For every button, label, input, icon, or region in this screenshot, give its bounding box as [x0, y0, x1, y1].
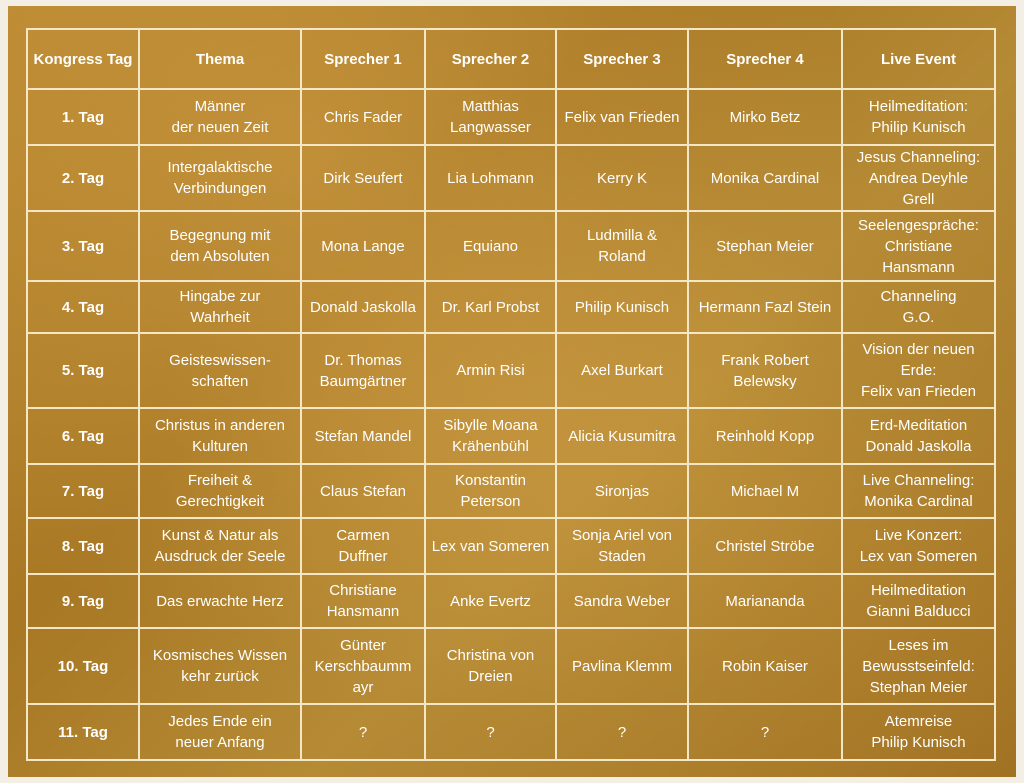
cell-sprecher-3: [556, 574, 688, 628]
cell-text: Dr. Thomas Baumgärtner: [319, 351, 407, 390]
cell-text: Axel Burkart: [581, 362, 663, 379]
cell-text: Kunst & Natur als Ausdruck der Seele: [154, 527, 286, 565]
cell-text: Hermann Fazl Stein: [698, 298, 832, 316]
header-thema: Thema: [139, 29, 301, 89]
cell-text: Sibylle Moana Krähenbühl: [443, 417, 538, 455]
cell-day: [27, 211, 139, 281]
cell-thema: [139, 704, 301, 760]
cell-text: Das erwachte Herz: [156, 592, 284, 610]
cell-live-event: [842, 333, 995, 408]
cell-text: 4. Tag: [61, 298, 105, 316]
cell-sprecher-3: [556, 145, 688, 211]
cell-text: Konstantin Peterson: [455, 472, 526, 510]
cell-text: Lex van Someren: [431, 537, 550, 555]
header-sprecher-2: Sprecher 2: [425, 29, 556, 89]
cell-live-event: [842, 704, 995, 760]
cell-text: 8. Tag: [61, 537, 105, 555]
cell-sprecher-2: [425, 281, 556, 333]
cell-day: [27, 574, 139, 628]
cell-thema: [139, 281, 301, 333]
cell-day: [27, 408, 139, 464]
cell-text: Erd-Meditation Donald Jaskolla: [865, 417, 972, 455]
header-sprecher-3: Sprecher 3: [556, 29, 688, 89]
cell-text: Armin Risi: [456, 362, 525, 379]
cell-text: Chris Fader: [323, 108, 403, 126]
schedule-panel: [8, 6, 1016, 777]
cell-text: Sandra Weber: [573, 592, 671, 610]
cell-day: [27, 333, 139, 408]
cell-text: Live Konzert: Lex van Someren: [859, 527, 978, 565]
table-row: [27, 518, 995, 574]
cell-text: Geisteswissen- schaften: [169, 351, 271, 390]
cell-day: [27, 704, 139, 760]
cell-live-event: [842, 211, 995, 281]
cell-text: Live Channeling: Monika Cardinal: [862, 472, 975, 510]
cell-text: Männer der neuen Zeit: [171, 98, 269, 136]
cell-day: [27, 281, 139, 333]
cell-text: Carmen Duffner: [336, 527, 390, 565]
cell-text: 9. Tag: [61, 592, 105, 610]
cell-sprecher-1: [301, 518, 425, 574]
cell-sprecher-1: [301, 281, 425, 333]
cell-text: 1. Tag: [61, 108, 105, 126]
header-kongress-tag: Kongress Tag: [27, 29, 139, 89]
cell-text: Leses im Bewusstseinfeld: Stephan Meier: [862, 636, 975, 696]
cell-text: Hingabe zur Wahrheit: [179, 288, 261, 326]
cell-text: Mona Lange: [321, 237, 405, 255]
cell-text: Christus in anderen Kulturen: [154, 417, 286, 455]
cell-text: Intergalaktische Verbindungen: [167, 159, 273, 197]
cell-day: [27, 628, 139, 704]
cell-text: Ludmilla & Roland: [586, 227, 658, 265]
cell-text: ?: [486, 723, 495, 741]
cell-sprecher-3: [556, 211, 688, 281]
cell-sprecher-4: [688, 408, 842, 464]
cell-sprecher-1: [301, 408, 425, 464]
table-row: [27, 574, 995, 628]
cell-sprecher-1: [301, 628, 425, 704]
cell-sprecher-4: [688, 628, 842, 704]
cell-text: Jedes Ende ein neuer Anfang: [168, 713, 272, 751]
cell-thema: [139, 628, 301, 704]
cell-sprecher-2: [425, 408, 556, 464]
table-row: [27, 211, 995, 281]
header-sprecher-4: Sprecher 4: [688, 29, 842, 89]
cell-sprecher-2: [425, 333, 556, 408]
cell-text: Equiano: [462, 237, 519, 255]
cell-live-event: [842, 518, 995, 574]
cell-sprecher-1: [301, 464, 425, 518]
cell-sprecher-4: [688, 333, 842, 408]
cell-text: ?: [358, 723, 368, 741]
cell-text: Stephan Meier: [716, 237, 814, 255]
cell-sprecher-1: [301, 145, 425, 211]
cell-text: Kosmisches Wissen kehr zurück: [152, 647, 288, 685]
cell-text: Felix van Frieden: [564, 108, 680, 126]
cell-text: Günter Kerschbaumm ayr: [314, 636, 412, 696]
cell-sprecher-4: [688, 145, 842, 211]
cell-sprecher-2: [425, 211, 556, 281]
cell-sprecher-2: [425, 704, 556, 760]
cell-sprecher-3: [556, 464, 688, 518]
cell-thema: [139, 333, 301, 408]
cell-thema: [139, 518, 301, 574]
cell-text: Claus Stefan: [320, 482, 406, 500]
cell-sprecher-4: [688, 281, 842, 333]
cell-sprecher-1: [301, 333, 425, 408]
table-row: [27, 145, 995, 211]
cell-text: Begegnung mit dem Absoluten: [169, 227, 271, 265]
cell-text: Matthias Langwasser: [450, 98, 531, 136]
cell-thema: [139, 211, 301, 281]
congress-schedule-table: [26, 28, 996, 761]
table-row: [27, 704, 995, 760]
cell-text: Vision der neuen Erde: Felix van Frieden: [860, 341, 977, 400]
cell-text: Philip Kunisch: [574, 298, 670, 316]
cell-text: Heilmeditation: Philip Kunisch: [868, 98, 969, 136]
cell-day: [27, 145, 139, 211]
cell-day: [27, 89, 139, 145]
cell-live-event: [842, 628, 995, 704]
table-row: [27, 281, 995, 333]
cell-text: 2. Tag: [61, 169, 105, 187]
cell-text: ?: [760, 723, 770, 741]
cell-live-event: [842, 574, 995, 628]
cell-sprecher-2: [425, 89, 556, 145]
cell-sprecher-1: [301, 704, 425, 760]
cell-text: Christiane Hansmann: [326, 582, 400, 620]
cell-text: Dirk Seufert: [323, 169, 403, 187]
cell-live-event: [842, 281, 995, 333]
cell-text: Mirko Betz: [729, 108, 801, 126]
cell-text: Anke Evertz: [450, 592, 531, 610]
table-row: [27, 464, 995, 518]
cell-text: 5. Tag: [61, 362, 105, 379]
cell-text: Christina von Dreien: [446, 647, 535, 685]
cell-text: Michael M: [730, 482, 800, 500]
table-row: [27, 89, 995, 145]
cell-text: Frank Robert Belewsky: [721, 351, 809, 390]
cell-sprecher-3: [556, 89, 688, 145]
cell-text: Atemreise Philip Kunisch: [871, 713, 966, 751]
cell-sprecher-2: [425, 574, 556, 628]
cell-text: Robin Kaiser: [722, 657, 808, 675]
header-row: [27, 29, 995, 89]
cell-text: 11. Tag: [58, 723, 108, 741]
cell-text: 10. Tag: [57, 657, 109, 675]
cell-live-event: [842, 464, 995, 518]
cell-sprecher-2: [425, 145, 556, 211]
cell-text: Stefan Mandel: [314, 427, 412, 445]
cell-sprecher-2: [425, 518, 556, 574]
cell-text: 7. Tag: [61, 482, 105, 500]
cell-sprecher-3: [556, 408, 688, 464]
cell-thema: [139, 408, 301, 464]
cell-sprecher-2: [425, 464, 556, 518]
cell-sprecher-1: [301, 89, 425, 145]
cell-day: [27, 464, 139, 518]
table-row: [27, 628, 995, 704]
table-row: [27, 408, 995, 464]
cell-text: ?: [617, 723, 627, 741]
cell-thema: [139, 89, 301, 145]
table-row: [27, 333, 995, 408]
cell-text: Dr. Karl Probst: [441, 298, 540, 316]
cell-text: Pavlina Klemm: [571, 657, 673, 675]
cell-text: Sonja Ariel von Staden: [571, 527, 673, 565]
cell-text: Reinhold Kopp: [715, 427, 815, 445]
cell-text: Kerry K: [596, 169, 647, 187]
cell-day: [27, 518, 139, 574]
cell-text: Alicia Kusumitra: [568, 427, 676, 445]
cell-live-event: [842, 89, 995, 145]
cell-sprecher-4: [688, 518, 842, 574]
cell-text: Sironjas: [594, 482, 650, 500]
cell-text: 3. Tag: [61, 237, 105, 255]
cell-sprecher-1: [301, 574, 425, 628]
cell-sprecher-4: [688, 574, 842, 628]
cell-sprecher-3: [556, 333, 688, 408]
cell-text: Freiheit & Gerechtigkeit: [175, 472, 265, 510]
cell-sprecher-3: [556, 281, 688, 333]
cell-thema: [139, 145, 301, 211]
cell-sprecher-4: [688, 464, 842, 518]
cell-sprecher-3: [556, 518, 688, 574]
cell-sprecher-4: [688, 211, 842, 281]
cell-text: Jesus Channeling: Andrea Deyhle Grell: [856, 148, 981, 208]
cell-sprecher-3: [556, 628, 688, 704]
cell-text: Heilmeditation Gianni Balducci: [866, 582, 971, 620]
cell-text: Mariananda: [725, 592, 805, 610]
cell-text: Monika Cardinal: [710, 169, 820, 187]
cell-sprecher-2: [425, 628, 556, 704]
cell-thema: [139, 464, 301, 518]
cell-text: Donald Jaskolla: [310, 298, 416, 316]
cell-sprecher-3: [556, 704, 688, 760]
header-sprecher-1: Sprecher 1: [301, 29, 425, 89]
cell-live-event: [842, 408, 995, 464]
cell-sprecher-4: [688, 89, 842, 145]
cell-live-event: [842, 145, 995, 211]
cell-text: Channeling G.O.: [880, 288, 957, 326]
cell-text: Lia Lohmann: [447, 169, 534, 187]
cell-text: Christel Ströbe: [715, 537, 815, 555]
cell-thema: [139, 574, 301, 628]
header-live-event: Live Event: [842, 29, 995, 89]
cell-text: 6. Tag: [61, 427, 105, 445]
cell-sprecher-1: [301, 211, 425, 281]
cell-text: Seelengespräche: Christiane Hansmann: [858, 216, 979, 276]
cell-sprecher-4: [688, 704, 842, 760]
